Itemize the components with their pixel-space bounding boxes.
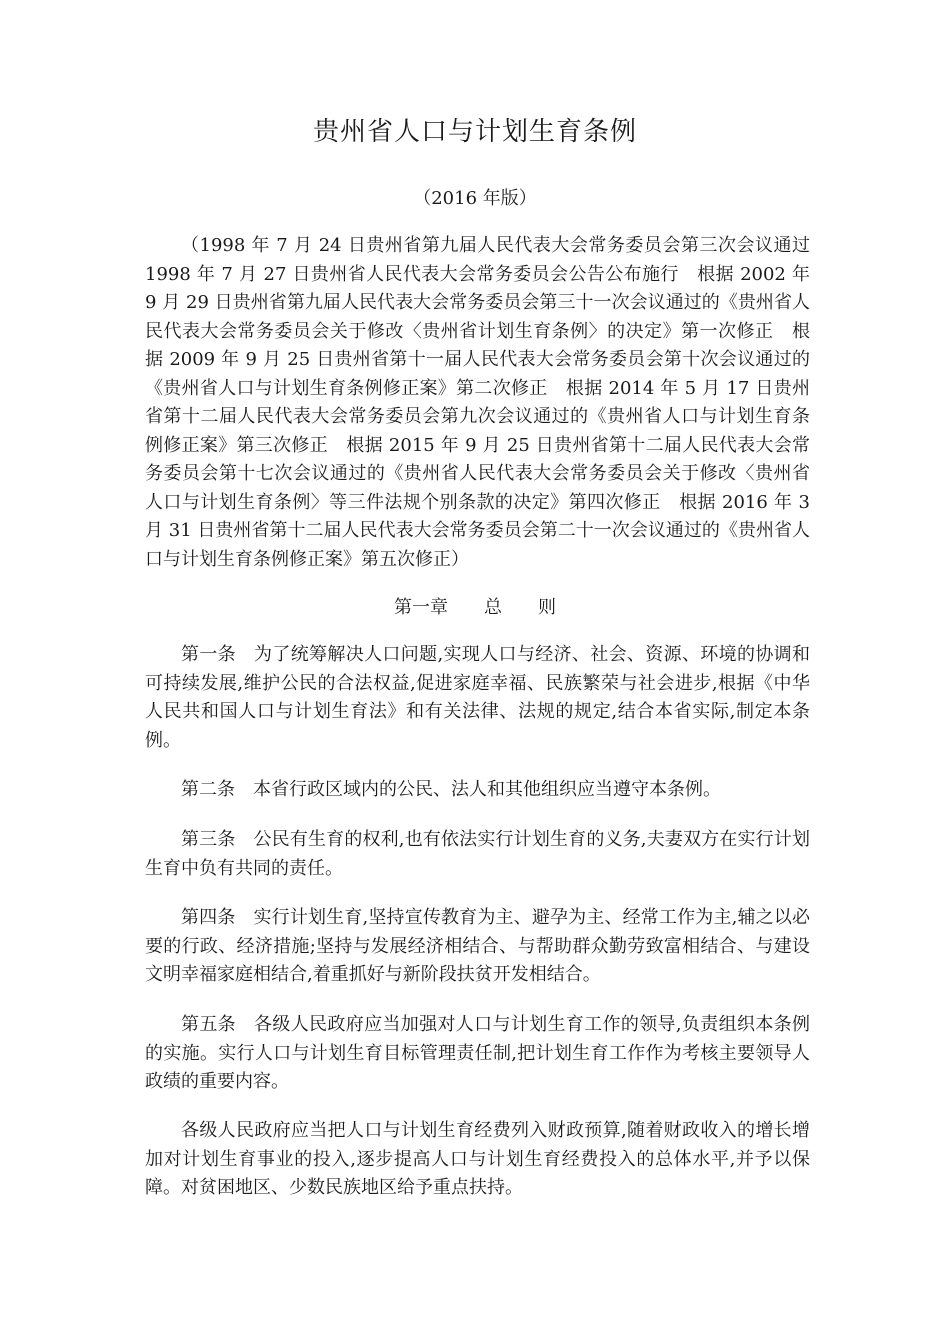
article-5-paragraph-2: 各级人民政府应当把人口与计划生育经费列入财政预算,随着财政收入的增长增加对计划生育事业的投入,逐步提高人口与计划生育经费投入的总体水平,并予以保障。对贫困地区、少数民族地区给予重点扶持。 [145,1120,810,1198]
article-1 [145,641,810,755]
article-text: 公民有生育的权利,也有依法实行计划生育的义务,夫妻双方在实行计划生育中负有共同的责任。 [145,829,810,879]
article-text: 本省行政区域内的公民、法人和其他组织应当遵守本条例。 [253,779,721,800]
article-text: 各级人民政府应当加强对人口与计划生育工作的领导,负责组织本条例的实施。实行人口与计划生育目标管理责任制,把计划生育工作作为考核主要领导人政绩的重要内容。 [145,1014,811,1092]
article-text: 实行计划生育,坚持宣传教育为主、避孕为主、经常工作为主,辅之以必要的行政、经济措施;坚持与发展经济相结合、与帮助群众勤劳致富相结合、与建设文明幸福家庭相结合,着重抓好与新阶段扶贫开发相结合。 [145,907,810,985]
preamble-paragraph: （1998 年 7 月 24 日贵州省第九届人民代表大会常务委员会第三次会议通过 1998 年 7 月 27 日贵州省人民代表大会常务委员会公告公布施行 根据 2002 年 9 月 29 日贵州省第九届人民代表大会常务委员会第三十一次会议通过的《贵州省人民代表大会常务委员会关于修改〈贵州省计划生育条例〉的决定》第一次修正 根据 2009 年 9 月 25 日贵州省第十一届人民代表大会常务委员会第十次会议通过的《贵州省人口与计划生育条例修正案》第二次修正 根据 2014 年 5 月 17 日贵州省第十二届人民代表大会常务委员会第九次会议通过的《贵州省人口与计划生育条例修正案》第三次修正 根据 2015 年 9 月 25 日贵州省第十二届人民代表大会常务委员会第十七次会议通过的《贵州省人民代表大会常务委员会关于修改〈贵州省人口与计划生育条例〉等三件法规个别条款的决定》第四次修正 根据 2016 年 3 月 31 日贵州省第十二届人民代表大会常务委员会第二十一次会议通过的《贵州省人口与计划生育条例修正案》第五次修正） [145,235,828,570]
article-4 [145,904,810,990]
article-5 [145,1011,810,1097]
article-3 [145,826,810,883]
document-title: 贵州省人口与计划生育条例 [312,117,637,147]
article-label: 第四条 [181,907,236,928]
article-label: 第二条 [181,779,235,800]
article-label: 第一条 [181,644,237,665]
document-edition: （2016 年版） [413,188,537,209]
article-label: 第三条 [181,829,236,850]
article-2 [145,776,810,805]
article-text: 为了统筹解决人口问题,实现人口与经济、社会、资源、环境的协调和可持续发展,维护公民的合法权益,促进家庭幸福、民族繁荣与社会进步,根据《中华人民共和国人口与计划生育法》和有关法律、法规的规定,结合本省实际,制定本条例。 [145,644,811,751]
article-label: 第五条 [181,1014,237,1035]
chapter-heading: 第一章 总 则 [394,597,556,618]
